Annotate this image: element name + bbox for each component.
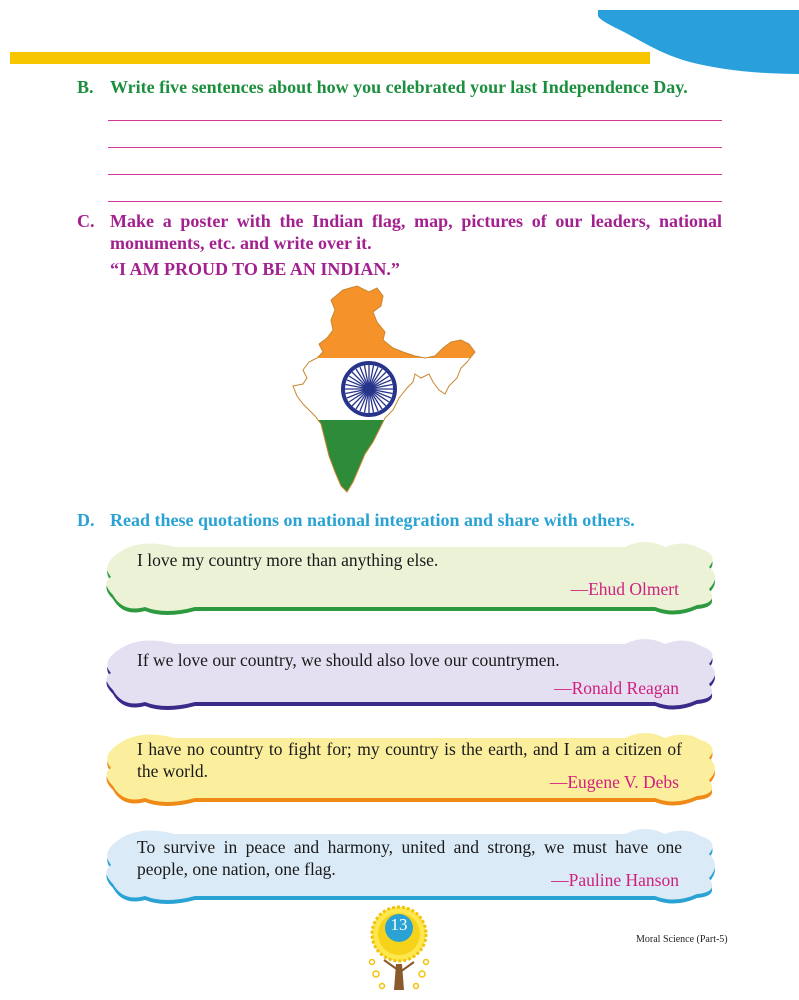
section-c-question: Make a poster with the Indian flag, map, pictures of our leaders, national monuments, etc. and write over it. xyxy=(110,211,722,253)
writing-line-2[interactable] xyxy=(108,147,722,148)
section-d-instruction: Read these quotations on national integration and share with others. xyxy=(110,510,635,530)
quote-text: I have no country to fight for; my country is the earth, and I am a citizen of the world. xyxy=(137,739,682,781)
section-c-slogan: “I AM PROUD TO BE AN INDIAN.” xyxy=(110,259,400,279)
quote-author: —Eugene V. Debs xyxy=(549,772,679,792)
quote-card-4 xyxy=(103,824,717,906)
section-b-question: Write five sentences about how you celebrated your last Independence Day. xyxy=(110,77,688,97)
quote-text: I love my country more than anything else. xyxy=(137,550,439,570)
section-b-letter: B. xyxy=(77,77,94,97)
quote-author: —Ehud Olmert xyxy=(570,579,679,599)
quote-text: If we love our country, we should also love our countrymen. xyxy=(137,650,560,670)
quote-card-1 xyxy=(103,537,717,617)
quote-card-2 xyxy=(103,634,717,712)
book-title: Moral Science (Part-5) xyxy=(636,934,728,945)
quote-author: —Pauline Hanson xyxy=(551,870,679,890)
writing-line-3[interactable] xyxy=(108,174,722,175)
page-number: 13 xyxy=(390,915,408,934)
header-decoration xyxy=(0,0,799,80)
quote-author: —Ronald Reagan xyxy=(554,678,679,698)
writing-line-4[interactable] xyxy=(108,201,722,202)
quote-card-3 xyxy=(103,728,717,808)
section-d-letter: D. xyxy=(77,510,95,530)
ashoka-chakra xyxy=(343,363,395,415)
section-c-letter: C. xyxy=(77,211,95,231)
quote-text: To survive in peace and harmony, united and strong, we must have one people, one nation, one flag. xyxy=(137,837,682,879)
writing-line-1[interactable] xyxy=(108,120,722,121)
india-flag-map xyxy=(285,282,485,497)
